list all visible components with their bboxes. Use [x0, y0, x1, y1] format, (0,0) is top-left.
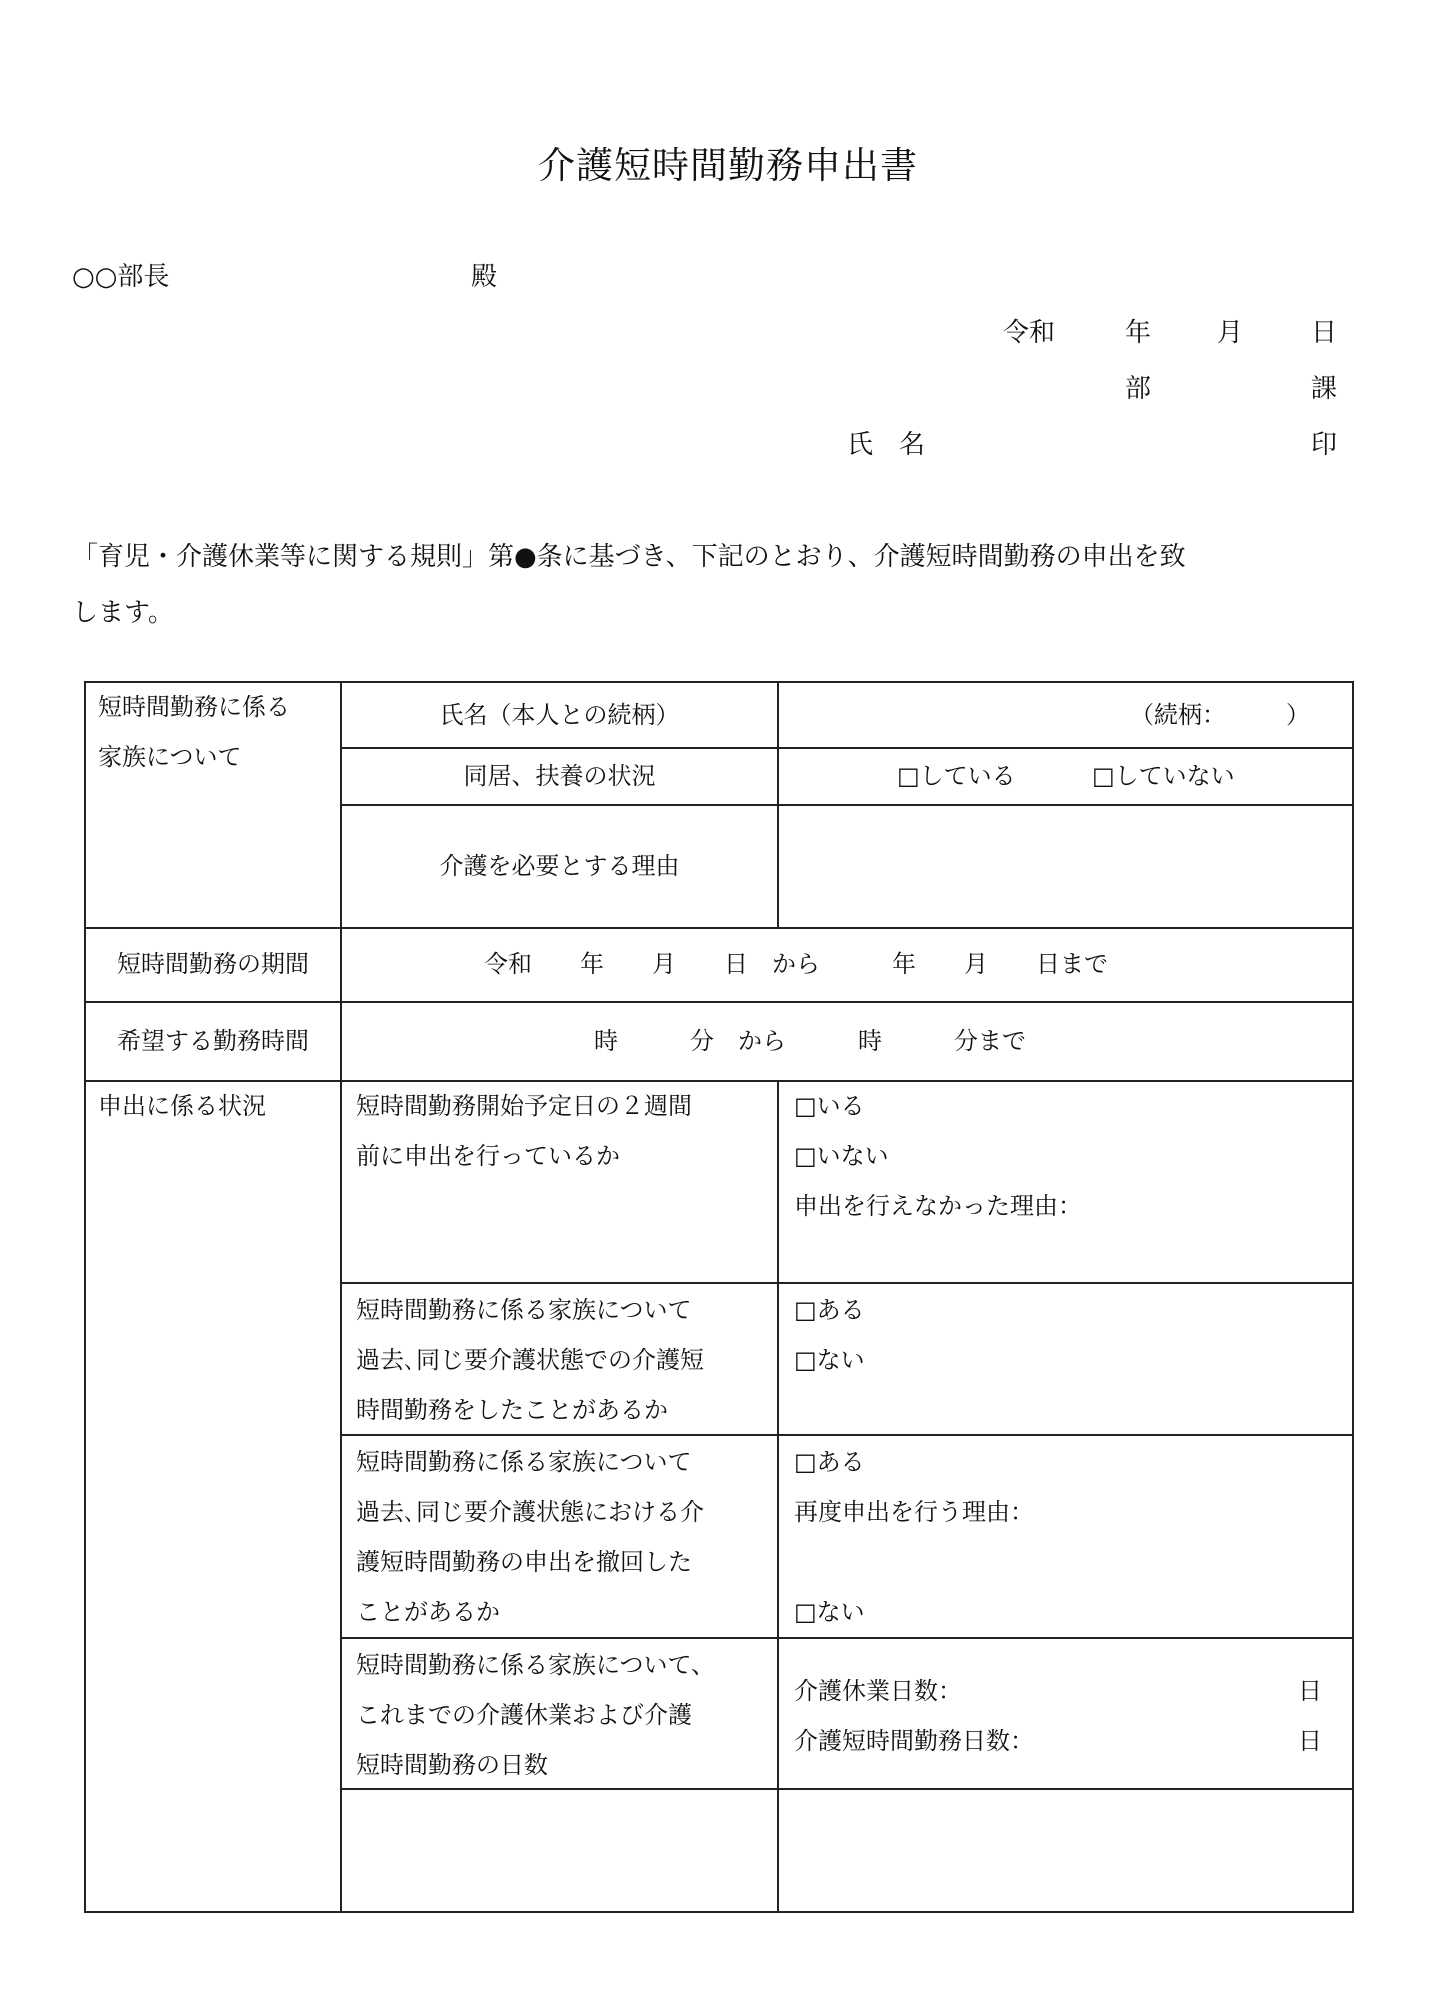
- cohabit-label: 同居、扶養の状況: [463, 762, 656, 790]
- table-border: [1352, 681, 1354, 1913]
- q4-question-line: 短時間勤務の日数: [356, 1751, 548, 1779]
- q2-no-checkbox[interactable]: □ない: [794, 1346, 865, 1374]
- q4-question-line: 短時間勤務に係る家族について、: [356, 1651, 716, 1679]
- cohabit-yes-checkbox[interactable]: □している: [897, 762, 1016, 790]
- table-border: [84, 1911, 1354, 1913]
- q1-question-line: 前に申出を行っているか: [356, 1142, 620, 1170]
- table-border: [340, 1282, 1354, 1284]
- q2-question-line: 過去､同じ要介護状態での介護短: [356, 1346, 704, 1374]
- family-name-label: 氏名（本人との続柄）: [439, 701, 680, 729]
- addressee-honorific: 殿: [471, 262, 498, 292]
- q4-short-days-unit: 日: [1298, 1727, 1322, 1755]
- family-relation-field[interactable]: （続柄： ）: [1130, 701, 1310, 729]
- care-reason-label: 介護を必要とする理由: [439, 852, 680, 880]
- applicant-name-label: 氏 名: [847, 430, 926, 460]
- care-reason-field[interactable]: [779, 806, 1352, 927]
- q4-short-days-label: 介護短時間勤務日数：: [794, 1727, 1034, 1755]
- section-label: 課: [1311, 374, 1338, 404]
- q4-leave-days-unit: 日: [1298, 1677, 1322, 1705]
- table-border: [84, 1080, 1354, 1082]
- q2-question-line: 短時間勤務に係る家族について: [356, 1296, 692, 1324]
- table-border: [84, 681, 86, 1913]
- dept-label: 部: [1125, 374, 1152, 404]
- q3-no-checkbox[interactable]: □ない: [794, 1598, 865, 1626]
- q3-reason-label: 再度申出を行う理由：: [794, 1498, 1034, 1526]
- seal-label: 印: [1311, 430, 1338, 460]
- table-border: [340, 747, 1354, 749]
- q1-question-line: 短時間勤務開始予定日の２週間: [356, 1092, 692, 1120]
- hours-value[interactable]: 時 分 から 時 分まで: [594, 1027, 1026, 1055]
- q3-question-line: 短時間勤務に係る家族について: [356, 1448, 692, 1476]
- date-era: 令和: [1003, 318, 1056, 348]
- q1-no-checkbox[interactable]: □いない: [794, 1142, 889, 1170]
- intro-line-2: します。: [72, 598, 174, 628]
- q3-question-line: 過去､同じ要介護状態における介: [356, 1498, 704, 1526]
- period-value[interactable]: 令和 年 月 日 から 年 月 日まで: [484, 950, 1108, 978]
- intro-line-1: 「育児・介護休業等に関する規則」第●条に基づき、下記のとおり、介護短時間勤務の申出を致: [72, 542, 1186, 572]
- date-month: 月: [1217, 318, 1244, 348]
- period-label: 短時間勤務の期間: [117, 950, 309, 978]
- family-section-label-1: 短時間勤務に係る: [98, 693, 290, 721]
- document-title: 介護短時間勤務申出書: [538, 144, 918, 187]
- extra-row-left-cell[interactable]: [342, 1790, 777, 1911]
- addressee-name: ○○部長: [72, 262, 170, 292]
- status-label: 申出に係る状況: [98, 1092, 266, 1120]
- q4-leave-days-label: 介護休業日数：: [794, 1677, 962, 1705]
- table-border: [84, 1001, 1354, 1003]
- cohabit-no-checkbox[interactable]: □していない: [1092, 762, 1235, 790]
- date-year: 年: [1125, 318, 1152, 348]
- q1-reason-label: 申出を行えなかった理由：: [794, 1192, 1082, 1220]
- table-border: [84, 927, 1354, 929]
- date-day: 日: [1311, 318, 1338, 348]
- table-border: [340, 1637, 1354, 1639]
- q3-question-line: 護短時間勤務の申出を撤回した: [356, 1548, 692, 1576]
- hours-label: 希望する勤務時間: [117, 1027, 309, 1055]
- q2-yes-checkbox[interactable]: □ある: [794, 1296, 865, 1324]
- q4-question-line: これまでの介護休業および介護: [356, 1701, 692, 1729]
- q3-yes-checkbox[interactable]: □ある: [794, 1448, 865, 1476]
- q2-question-line: 時間勤務をしたことがあるか: [356, 1396, 668, 1424]
- extra-row-right-cell[interactable]: [779, 1790, 1352, 1911]
- family-section-label-2: 家族について: [98, 743, 242, 771]
- q1-yes-checkbox[interactable]: □いる: [794, 1092, 865, 1120]
- q3-question-line: ことがあるか: [356, 1598, 500, 1626]
